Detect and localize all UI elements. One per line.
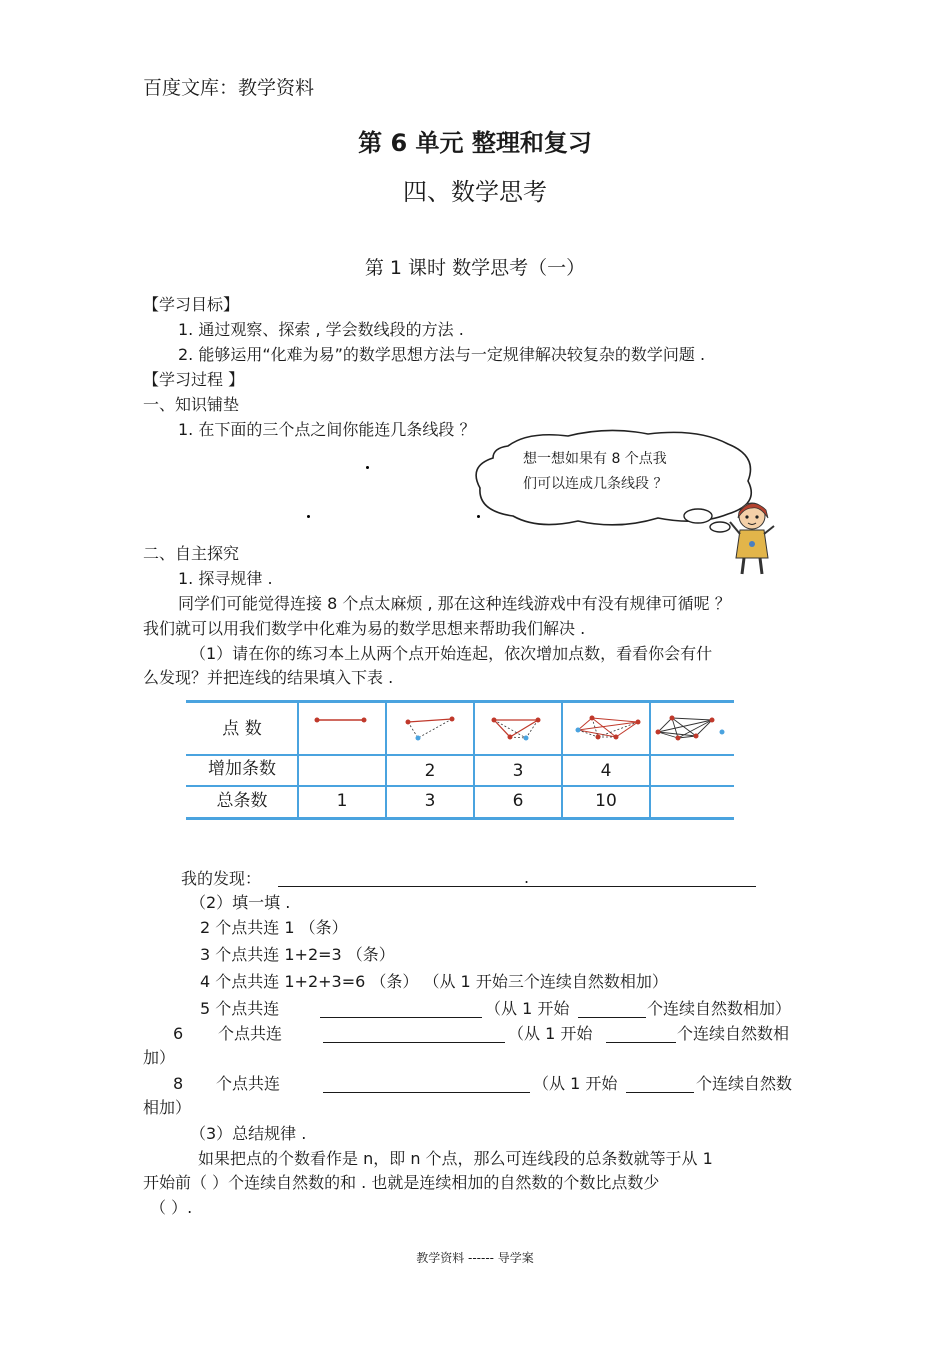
total-cell: 6 [512,791,524,811]
discovery-blank[interactable] [278,886,756,887]
fill-line: （从 1 开始 [485,999,570,1018]
section-title: 四、数学思考 [403,178,547,206]
count-blank[interactable] [578,1017,646,1018]
row-label-total: 总条数 [216,791,268,811]
points-table [186,700,734,820]
added-cell: 2 [424,761,436,781]
fill-line: 个点共连 [218,1024,283,1043]
fill-line: 3 个点共连 1+2=3 （条） [200,945,395,964]
answer-blank[interactable] [323,1042,505,1043]
total-cell: 3 [424,791,436,811]
fill-line: 2 个点共连 1 （条） [200,918,348,937]
summary-text: 如果把点的个数看作是 n，即 n 个点，那么可连线段的总条数就等于从 1 [198,1149,713,1168]
point-dot [366,466,369,469]
added-cell: 3 [512,761,524,781]
summary-text: 开始前（ ）个连续自然数的和 . 也就是连续相加的自然数的个数比点数少 [143,1173,660,1192]
objective-item: 1. 通过观察、探索 , 学会数线段的方法 . [178,320,464,339]
part1-heading: 一、知识铺垫 [143,395,240,414]
fill-line: 相加） [143,1098,192,1117]
unit-title: 第 6 单元 整理和复习 [358,129,592,157]
count-blank[interactable] [626,1092,694,1093]
process-heading: 【学习过程 】 [143,370,245,389]
summary-heading: （3）总结规律 . [190,1124,307,1143]
fill-line: （从 1 开始 [508,1024,593,1043]
discovery-mark: . [524,868,530,887]
objectives-heading: 【学习目标】 [143,295,240,314]
added-cell: 4 [600,761,612,781]
row-label-added: 增加条数 [208,759,276,779]
summary-text: （ ）. [150,1198,193,1217]
fill-line: （从 1 开始 [533,1074,618,1093]
total-cell: 10 [595,791,617,811]
page-header: 百度文库：教学资料 [143,77,315,99]
answer-blank[interactable] [320,1017,482,1018]
part2-paragraph: 我们就可以用我们数学中化难为易的数学思想来帮助我们解决 . [143,619,586,638]
row-label-points: 点 数 [222,719,262,739]
bubble-line: 想一想如果有 8 个点我 [523,451,667,467]
page-footer: 教学资料 ------ 导学案 [416,1251,534,1265]
bubble-line: 们可以连成几条线段 ？ [523,476,668,492]
total-cell: 1 [336,791,348,811]
cartoon-child [728,496,780,578]
task1-text: （1）请在你的练习本上从两个点开始连起，依次增加点数，看看你会有什 [190,644,713,663]
answer-blank[interactable] [323,1092,530,1093]
part2-heading: 二、自主探究 [143,544,240,563]
part1-question: 1. 在下面的三个点之间你能连几条线段 ？ [178,420,476,439]
fill-line: 8 [173,1074,184,1093]
fill-line: 5 个点共连 [200,999,280,1018]
count-blank[interactable] [606,1042,676,1043]
fill-line: 6 [173,1024,184,1043]
discovery-label: 我的发现： [181,869,262,888]
fill-line: 加） [143,1048,176,1067]
fill-heading: （2）填一填 . [190,893,291,912]
fill-line: 个连续自然数相加） [647,999,792,1018]
fill-line: 个连续自然数相 [677,1024,790,1043]
fill-line: 个连续自然数 [696,1074,793,1093]
part2-paragraph: 同学们可能觉得连接 8 个点太麻烦 , 那在这种连线游戏中有没有规律可循呢 ？ [178,594,731,613]
lesson-title: 第 1 课时 数学思考（一） [364,257,586,279]
fill-line: 4 个点共连 1+2+3=6 （条） （从 1 开始三个连续自然数相加） [200,972,668,991]
part2-sub1: 1. 探寻规律 . [178,569,273,588]
point-dot [307,515,310,518]
task1-text: 么发现？并把连线的结果填入下表 . [143,668,394,687]
objective-item: 2. 能够运用“化难为易”的数学思想方法与一定规律解决较复杂的数学问题 . [178,345,706,364]
fill-line: 个点共连 [216,1074,281,1093]
